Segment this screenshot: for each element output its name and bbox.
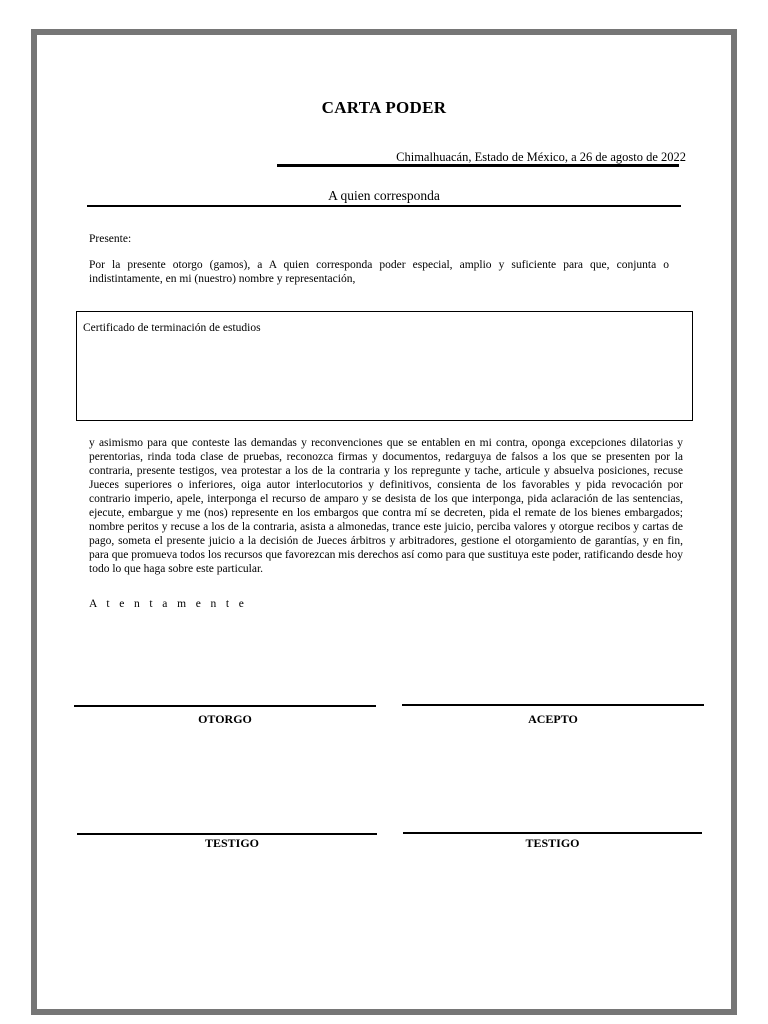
document-title: CARTA PODER [321,98,447,117]
recipient-line: A quien corresponda [328,188,440,203]
recipient-underline [87,205,681,207]
grantor-label: OTORGO [198,712,252,726]
purpose-box [76,311,693,421]
witness-right-label: TESTIGO [525,836,580,850]
witness-left-signature-line [77,833,377,835]
purpose-box-text: Certificado de terminación de estudios [83,322,261,334]
witness-right-signature-line [403,832,702,834]
witness-left-label: TESTIGO [204,836,260,850]
acceptor-signature-line [402,704,704,706]
place-date: Chimalhuacán, Estado de México, a 26 de agosto de 2022 [396,150,686,164]
grant-paragraph: Por la presente otorgo (gamos), a A quien corresponda poder especial, amplio y suficiente para que, conjunta o indistintamente, en mi (nuestro) nombre y representación, [89,259,669,285]
place-date-underline [277,164,679,167]
powers-paragraph: y asimismo para que conteste las demandas y reconvenciones que se entablen en mi contra, oponga excepciones dilatorias y perentorias, rinda toda clase de pruebas, reconozca firmas y documentos, redarguya de falsos a los que se presenten por la contraria, presente testigos, vea protestar a los de la contraria y los repregunte y tache, articule y absuelva posiciones, recuse Jueces superiores o inferiores, oiga autor interlocutorios y definitivos, consienta de los favorables y pida revocación por contrario imperio, apele, interponga el recurso de amparo y se desista de los que interponga, pida aclaración de las sentencias, ejecute, embargue y me (nos) represente en los embargos que contra mí se decreten, pida el remate de los bienes embargados; nombre peritos y recuse a los de la contraria, asista a almonedas, trance este juicio, perciba valores y otorgue recibos y cartas de pago, someta el presente juicio a la decisión de Jueces árbitros y arbitradores, gestione el otorgamiento de garantías, y en fin, para que promueva todos los recursos que favorezcan mis derechos así como para que sustituya este poder, ratificando desde hoy todo lo que haga sobre este particular. [89,437,683,575]
greeting: Presente: [89,233,132,245]
grantor-signature-line [74,705,376,707]
acceptor-label: ACEPTO [528,712,578,726]
closing-salutation: A t e n t a m e n t e [89,598,248,610]
